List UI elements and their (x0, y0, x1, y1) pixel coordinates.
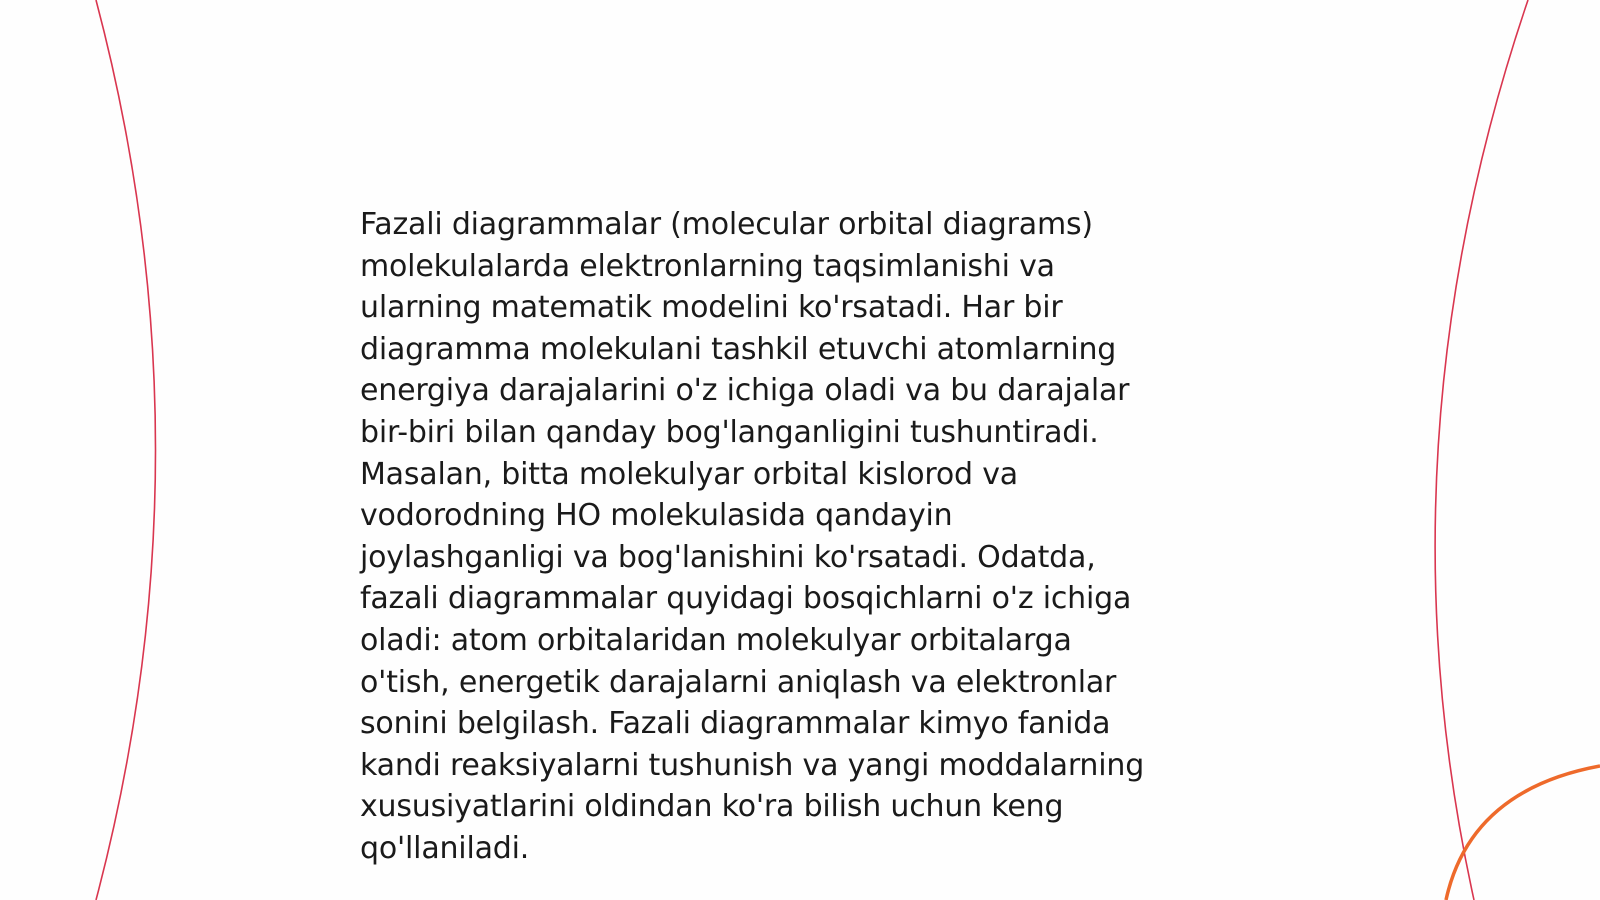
right-curve-line (1435, 0, 1528, 900)
left-curve-line (96, 0, 156, 900)
slide-body-paragraph: Fazali diagrammalar (molecular orbital diagrams) molekulalarda elektronlarning taqsimlanishi va ularning matematik modelini ko'rsatadi. Har bir diagramma molekulani tashkil etuvchi atomlarning energiya darajalarini o'z ichiga oladi va bu darajalar bir-biri bilan qanday bog'langanligini tushuntiradi. Masalan, bitta molekulyar orbital kislorod va vodorodning HO molekulasida qandayin joylashganligi va bog'lanishini ko'rsatadi. Odatda, fazali diagrammalar quyidagi bosqichlarni o'z ichiga oladi: atom orbitalaridan molekulyar orbitalarga o'tish, energetik darajalarni aniqlash va elektronlar sonini belgilash. Fazali diagrammalar kimyo fanida kandi reaksiyalarni tushunish va yangi moddalarning xususiyatlarini oldindan ko'ra bilish uchun keng qo'llaniladi. (360, 207, 1145, 866)
